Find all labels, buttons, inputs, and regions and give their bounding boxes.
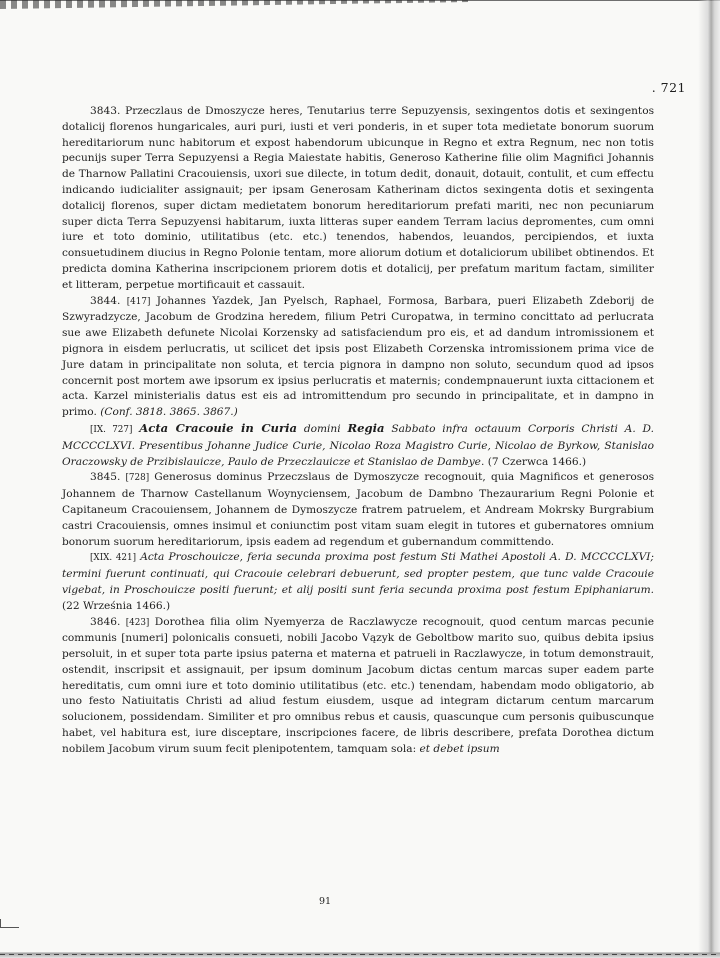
printer-signature: 91 [318,896,332,907]
entry-reference: [423] [125,617,150,628]
entry-reference: [417] [126,296,151,307]
entry-body: Dorothea filia olim Nyemyerza de Raczlawycze recognouit, quod centum marcas pecunie communis [numeri] polonicalis consueti, nobili Jacobo Vązyk de Geboltbow marito suo, quibus debita ipsius persoluit, in et super tota parte ipsius paterna et materna et patrueli in Raczlawycze, in totum demonstrauit, ostendit, inscripsit et assignauit, per ipsum dominum Jacobum dictas centum marcas super eadem parte hereditatis, cum omni iure et toto dominio utilitatibus (etc. etc.) tenendam, habendam modo obligatorio, ab uno festo Natiuitatis Christi ad aliud festum eiusdem, usque ad integram dictarum centum marcarum solucionem, possidendam. Similiter et pro omnibus rebus et causis, quascunque cum personis quibuscunque habet, vel habitura est, iure disceptare, inscripciones facere, de libris describere, prefata Dorothea dictum nobilem Jacobum virum suum fecit plenipotentem, tamquam sola: [62,615,654,755]
act-date: (7 Czerwca 1466.) [487,455,587,468]
entry-3844 [62,294,654,421]
act-heading-proschouicze [62,550,654,614]
act-reference: [IX. 727] [90,424,133,435]
scan-bottom-edge [0,944,720,958]
act-regia: Regia [347,420,385,435]
entry-body: Generosus dominus Przeczslaus de Dymoszycze recognouit, quia Magnificos et generosos Johannem de Tharnow Castellanum Woynyciensem, Jacobum de Dambno Thezaurarium Regni Polonie et Capitaneum Cracouiensem, Johannem de Dymoszycze fratrem patruelem, et Andream Mokrsky Burgrabium castri Cracouiensis, omnes insimul et coniunctim post vitam suam elegit in tutores et gubernatores omnium bonorum suorum hereditariorum, ipsis eadem ad regendum et gubernandum committendo. [62,471,655,548]
scan-right-edge [698,0,720,958]
act-heading-cracouie [62,421,654,470]
act-body: Acta Proschouicze, feria secunda proxima post festum Sti Mathei Apostoli A. D. MCCCCLXVI; termini fuerunt continuati, qui Cracouie celebrari debuerunt, sed propter pestem, que tunc valde Cracouie vigebat, in Proschouicze positi fuerunt; et alij positi sunt feria secunda proxima post festum Epiphaniarum. [62,551,654,596]
entry-3845 [62,470,654,550]
act-date: (22 Września 1466.) [62,599,171,612]
text-block [62,104,654,758]
scan-top-edge [0,0,720,16]
entry-number: 3844. [90,294,121,307]
act-body: Sabbato infra octauum Corporis Christi A. D. MCCCCLXVI. Presentibus Johanne Judice Curie, Nicolao Roza Magistro Curie, Nicolao de Byrkow, Stanislao Oraczowsky de Przibislauicze, Paulo de Przeczlauicze et Stanislao de Dambye. [62,422,654,468]
entry-number: 3843. [90,105,121,117]
entry-reference: [728] [125,473,150,484]
entry-body: Przeczlaus de Dmoszycze heres, Tenutarius terre Sepuzyensis, sexingentos dotis et sexingentos dotalicij florenos hungaricales, auri puri, iusti et veri ponderis, in et super tota medietate bonorum suorum hereditariorum nunc habitorum et expost habendorum ubicunque in Regno et extra Regnum, nec non totis pecunijs super Terra Sepuzyensi a Regia Maiestate habitis, Generoso Katherine filie olim Magnifici Johannis de Tharnow Pallatini Cracouiensis, uxori sue dilecte, in totum dedit, donauit, dotauit, contulit, et cum effectu indicando iudicialiter assignauit; per ipsam Generosam Katherinam dictos sexingenta dotis et sexingenta dotalicij florenos, super dictam medietatem bonorum hereditariorum prefati mariti, nec non pecuniarum super dicta Terra Sepuzyensi habitarum, iuxta litteras super eandem Terram lacius depromentes, cum omni iure et toto dominio, utilitatibus (etc. etc.) tenendos, habendos, leuandos, percipiendos, et iuxta consuetudinem diucius in Regno Polonie tentam, more aliorum dotium et dotaliciorum ubilibet obtinendos. Et predicta domina Katherina inscripcionem priorem dotis et dotalicij, per prefatum maritum factam, similiter et litteram, perpetue mortificauit et cassauit. [62,105,655,291]
scan-corner-mark [0,919,19,928]
entry-number: 3846. [90,615,121,628]
entry-confer: (Conf. 3818. 3865. 3867.) [100,406,238,419]
entry-number: 3845. [90,471,121,484]
act-reference: [XIX. 421] [90,553,137,564]
entry-body: Johannes Yazdek, Jan Pyelsch, Raphael, Formosa, Barbara, pueri Elizabeth Zdeborij de Szwyradzycze, Jacobum de Grodzina heredem, filium Petri Curopatwa, in termino concittato ad perlucrata sue awe Elizabeth defunete Nicolai Korzensky ad satisfaciendum pro eis, et ad dandum intromissionem et pignora in eisdem perlucratis, ut scilicet det ipsis post Elizabeth Corzenska intromissionem prima vice de Jure datam in principalitate non soluta, et tercia pignora in dampno non soluto, secundum quod ad ipsos concernit post mortem awe ipsorum ex ipsius perlucratis et maternis; condempnauerunt iuxta cittacionem et acta. Karzel ministerialis datus est eis ad intromittendum pro secundo in principalitate, et in dampno in primo. [62,294,654,419]
page-number: . 721 [651,80,686,95]
act-pre: domini [303,422,341,435]
act-title: Acta Cracouie in Curia [139,420,298,435]
entry-3846 [62,615,654,758]
entry-tail: et debet ipsum [419,742,500,755]
entry-3843 [62,104,654,294]
